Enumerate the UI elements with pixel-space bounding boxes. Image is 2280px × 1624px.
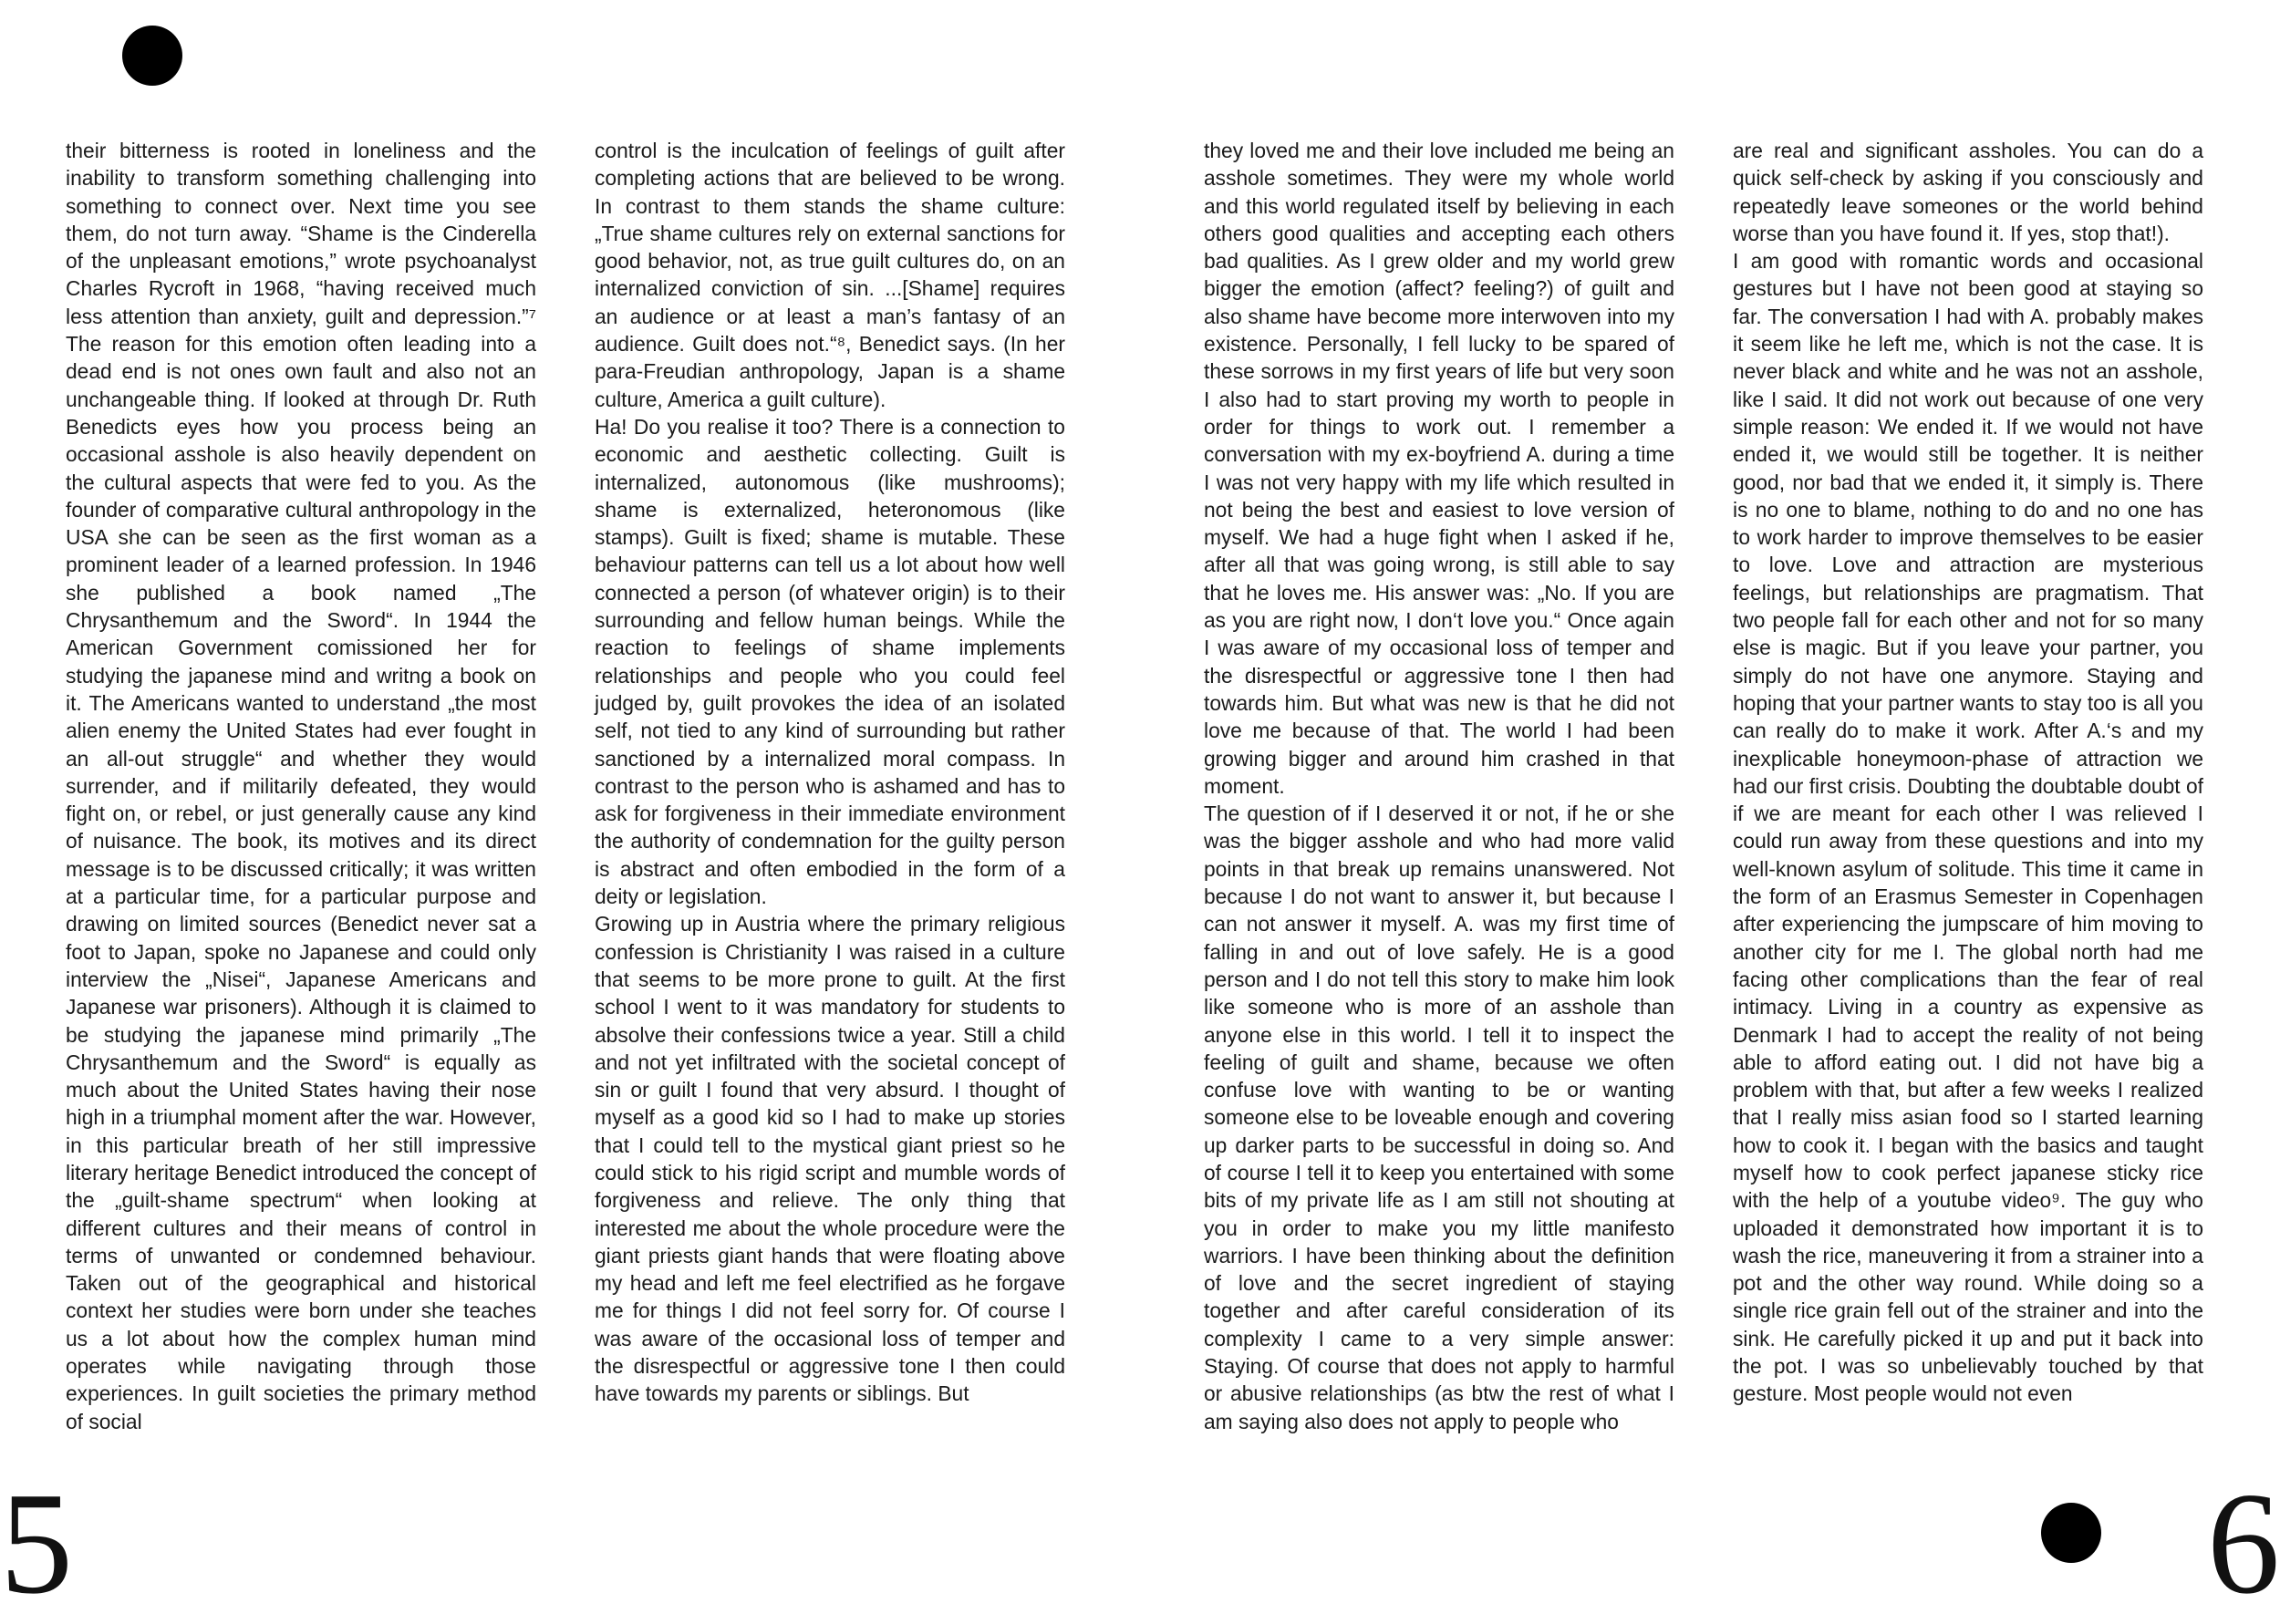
page-number-right: 6	[2207, 1462, 2280, 1624]
paragraph: The question of if I deserved it or not, if he or she was the bigger asshole and who had more valid points in that break up remains unanswered. Not because I do not want to answer it, but because I can not answer it myself. A. was my first time of falling in and out of love safely. He is a good person and I do not tell this story to make him look like someone who is more of an asshole than anyone else in this world. I tell it to inspect the feeling of guilt and shame, because we often confuse love with wanting to be or wanting someone else to be loveable enough and covering up darker parts to be successful in doing so. And of course I tell it to keep you entertained with some bits of my private life as I am still not shouting at you in order to make you my little manifesto warriors. I have been thinking about the definition of love and the secret ingredient of staying together and after careful consideration of its complexity I came to a very simple answer: Staying. Of course that does not apply to harmful or abusive relationships (as btw the rest of what I am saying also does not apply to people who	[1204, 802, 1674, 1433]
text-column-1	[66, 137, 536, 1435]
decorative-dot-top-left	[122, 26, 182, 86]
paragraph: are real and significant assholes. You can do a quick self-check by asking if you consciously and repeatedly leave someones or the world behind worse than you have found it. If yes, stop that!).	[1733, 139, 2203, 245]
paragraph: they loved me and their love included me being an asshole sometimes. They were my whole world and this world regulated itself by believing in each others good qualities and accepting each others bad qualities. As I grew older and my world grew bigger the emotion (affect? feeling?) of guilt and also shame have become more interwoven into my existence. Personally, I fell lucky to be spared of these sorrows in my first years of life but very soon I also had to start proving my worth to people in order for things to work out. I remember a conversation with my ex-boyfriend A. during a time I was not very happy with my life which resulted in not being the best and easiest to love version of myself. We had a huge fight when I asked if he, after all that was going wrong, is still able to say that he loves me. His answer was: „No. If you are as you are right now, I don‘t love you.“ Once again I was aware of my occasional loss of temper and the disrespectful or aggressive tone I then had towards him. But what was new is that he did not love me because of that. The world I had been growing bigger and around him crashed in that moment.	[1204, 139, 1674, 798]
paragraph: Ha! Do you realise it too? There is a connection to economic and aesthetic collecting. Guilt is internalized, autonomous (like mushrooms); shame is externalized, heteronomous (like stamps). Guilt is fixed; shame is mutable. These behaviour patterns can tell us a lot about how well connected a person (of whatever origin) is to their surrounding and fellow human beings. While the reaction to feelings of shame implements relationships and people who you could feel judged by, guilt provokes the idea of an isolated self, not tied to any kind of surrounding but rather sanctioned by a internalized moral compass. In contrast to the person who is ashamed and has to ask for forgiveness in their immediate environment the authority of condemnation for the guilty person is abstract and often embodied in the form of a deity or legislation.	[595, 414, 1065, 909]
paragraph: Growing up in Austria where the primary religious confession is Christianity I was raised in a culture that seems to be more prone to guilt. At the first school I went to it was mandatory for students to absolve their confessions twice a year. Still a child and not yet infiltrated with the societal concept of sin or guilt I found that very absurd. I thought of myself as a good kid so I had to make up stories that I could tell to the mystical giant priest so he could stick to his rigid script and mumble words of forgiveness and relieve. The only thing that interested me about the whole procedure were the giant priests giant hands that were floating above my head and left me feel electrified as he forgave me for things I did not feel sorry for. Of course I was aware of the occasional loss of temper and the disrespectful or aggressive tone I then could have towards my parents or siblings. But	[595, 912, 1065, 1406]
decorative-dot-bottom-right	[2041, 1503, 2101, 1563]
paragraph: control is the inculcation of feelings of guilt after completing actions that are believed to be wrong. In contrast to them stands the shame culture: „True shame cultures rely on external sanctions for good behavior, not, as true guilt cultures do, on an internalized conviction of sin. ...[Shame] requires an audience or at least a man’s fantasy of an audience. Guilt does not.“⁸, Benedict says. (In her para-Freudian anthropology, Japan is a shame culture, America a guilt culture).	[595, 139, 1065, 411]
paragraph: I am good with romantic words and occasional gestures but I have not been good at staying so far. The conversation I had with A. probably makes it seem like he left me, which is not the case. It is never black and white and he was not an asshole, like I said. It did not work out because of one very simple reason: We ended it. If we would not have ended it, we would still be together. It is neither good, nor bad that we ended it, it simply is. There is no one to blame, nothing to do and no one has to work harder to improve themselves to be easier to love. Love and attraction are mysterious feelings, but relationships are pragmatism. That two people fall for each other and not for so many else is magic. But if you leave your partner, you simply do not have one anymore. Staying and hoping that your partner wants to stay too is all you can really do to make it work. After A.‘s and my inexplicable honeymoon-phase of attraction we had our first crisis. Doubting the doubtable doubt of if we are meant for each other I was relieved I could run away from these questions and into my well-known asylum of solitude. This time it came in the form of an Erasmus Semester in Copenhagen after experiencing the jumpscare of him moving to another city for me I. The global north had me facing other complications than the fear of real intimacy. Living in a country as expensive as Denmark I had to accept the reality of not being able to afford eating out. I did not have big a problem with that, but after a few weeks I realized that I really miss asian food so I started learning how to cook it. I began with the basics and taught myself how to cook perfect japanese sticky rice with the help of a youtube video⁹. The guy who uploaded it demonstrated how important it is to wash the rice, maneuvering it from a strainer into a pot and the other way round. While doing so a single rice grain fell out of the strainer and into the sink. He carefully picked it up and put it back into the pot. I was so unbelievably touched by that gesture. Most people would not even	[1733, 249, 2203, 1406]
text-column-4	[1733, 137, 2203, 1408]
page-number-left: 5	[0, 1462, 73, 1624]
text-column-2	[595, 137, 1065, 1408]
text-column-3	[1204, 137, 1674, 1435]
paragraph: their bitterness is rooted in loneliness and the inability to transform something challenging into something to connect over. Next time you see them, do not turn away. “Shame is the Cinderella of the unpleasant emotions,” wrote psychoanalyst Charles Rycroft in 1968, “having received much less attention than anxiety, guilt and depression.”⁷ The reason for this emotion often leading into a dead end is not ones own fault and also not an unchangeable thing. If looked at through Dr. Ruth Benedicts eyes how you process being an occasional asshole is also heavily dependent on the cultural aspects that were fed to you. As the founder of comparative cultural anthropology in the USA she can be seen as the first woman as a prominent leader of a learned profession. In 1946 she published a book named „The Chrysanthemum and the Sword“. In 1944 the American Government comissioned her for studying the japanese mind and writng a book on it. The Americans wanted to understand „the most alien enemy the United States had ever fought in an all-out struggle“ and whether they would surrender, and if militarily defeated, they would fight on, or rebel, or just generally cause any kind of nuisance. The book, its motives and its direct message is to be discussed critically; it was written at a particular time, for a particular purpose and drawing on limited sources (Benedict never sat a foot to Japan, spoke no Japanese and could only interview the „Nisei“, Japanese Americans and Japanese war prisoners). Although it is claimed to be studying the japanese mind primarily „The Chrysanthemum and the Sword“ is equally as much about the United States having their nose high in a triumphal moment after the war. However, in this particular breath of her still impressive literary heritage Benedict introduced the concept of the „guilt-shame spectrum“ when looking at different cultures and their means of control in terms of unwanted or condemned behaviour. Taken out of the geographical and historical context her studies were born under she teaches us a lot about how the complex human mind operates while navigating through those experiences. In guilt societies the primary method of social	[66, 139, 536, 1433]
